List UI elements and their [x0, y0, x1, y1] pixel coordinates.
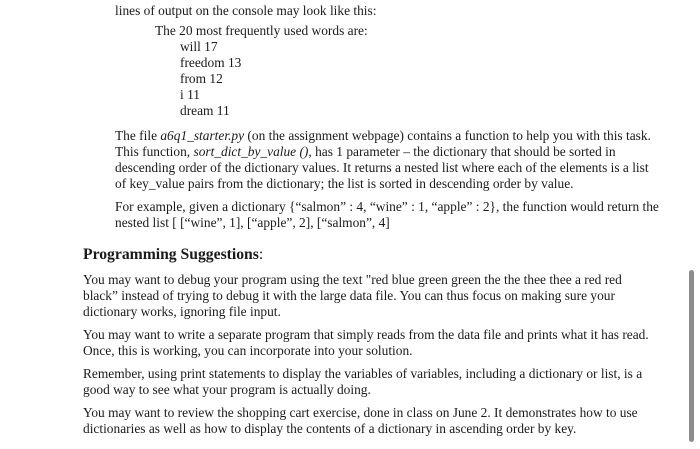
- paragraph-text: (on the assignment webpage) contains a function to help you with this task. This function,: [115, 128, 651, 159]
- section-heading: [83, 247, 263, 263]
- paragraph-text: , has 1 parameter – the dictionary that should be sorted in descending order of the dictionary values. It returns a nested list where each of the elements is a list of key_value pairs from the dictionary; the list is sorted in descending order by value.: [115, 144, 649, 191]
- console-output-heading: The 20 most frequently used words are:: [155, 23, 368, 38]
- suggestion-paragraph: You may want to review the shopping cart exercise, done in class on June 2. It demonstrates how to use dictionaries as well as how to display the contents of a dictionary in ascending order by key.: [83, 405, 638, 436]
- paragraph-text: The file: [115, 128, 161, 143]
- example-paragraph: For example, given a dictionary {“salmon” : 4, “wine” : 1, “apple” : 2}, the function would return the nested list [ [“wine”, 1], [“apple”, 2], [“salmon”, 4]: [115, 199, 659, 230]
- function-name: sort_dict_by_value (): [193, 144, 309, 159]
- section-heading-text: Programming Suggestions: [83, 246, 259, 263]
- suggestion-paragraph: You may want to write a separate program that simply reads from the data file and prints what it has read. Once, this is working, you can incorporate into your solution.: [83, 327, 649, 358]
- console-output-item: i 11: [180, 87, 200, 102]
- suggestion-paragraph: You may want to debug your program using the text "red blue green green the the thee thee a red red black” instead of trying to debug it with the large data file. You can thus focus on making sure your dictionary works, ignoring file input.: [83, 272, 622, 319]
- console-output-item: dream 11: [180, 103, 230, 118]
- console-output-item: freedom 13: [180, 55, 242, 70]
- starter-file-paragraph: [115, 128, 660, 192]
- intro-line: lines of output on the console may look like this:: [115, 3, 377, 18]
- suggestion-paragraph: Remember, using print statements to display the variables of variables, including a dictionary or list, is a good way to see what your program is actually doing.: [83, 366, 643, 397]
- section-heading-colon: :: [258, 246, 264, 263]
- console-output-item: from 12: [180, 71, 223, 86]
- vertical-scrollbar[interactable]: [689, 270, 694, 442]
- starter-file-name: a6q1_starter.py: [160, 128, 245, 143]
- console-output-item: will 17: [180, 39, 218, 54]
